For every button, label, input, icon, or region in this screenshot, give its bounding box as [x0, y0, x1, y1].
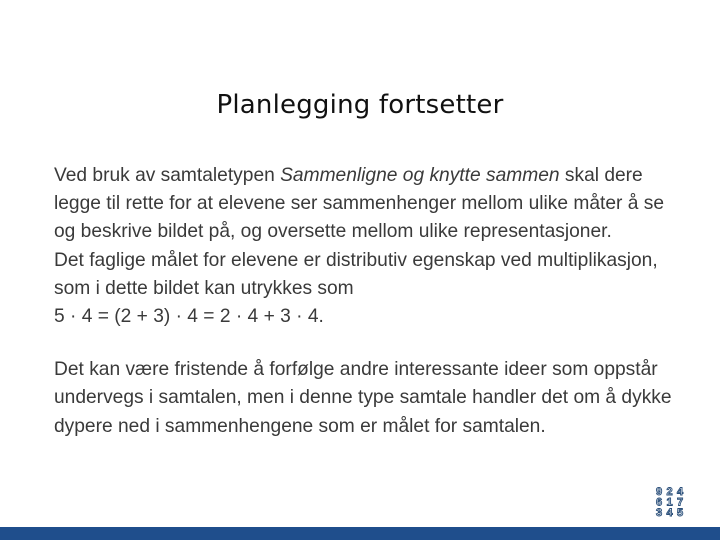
paragraph-2-text: Det faglige målet for elevene er distributiv egenskap ved multiplikasjon, som i dette bildet kan utrykkes som [54, 249, 658, 299]
logo-digit: 3 [656, 507, 663, 518]
conversation-type-name: Sammenligne og knytte sammen [280, 165, 560, 186]
paragraph-spacer [54, 331, 684, 356]
logo-digit: 6 [656, 496, 663, 509]
logo-digit: 5 [677, 507, 684, 518]
paragraph-2 [54, 247, 684, 303]
logo-digit: 9 [656, 486, 663, 498]
equation: 5 · 4 = (2 + 3) · 4 = 2 · 4 + 3 · 4. [54, 306, 324, 328]
logo-digit: 1 [666, 496, 673, 509]
logo-digit: 7 [677, 496, 684, 509]
paragraph-1-intro: Ved bruk av samtaletypen [54, 165, 281, 186]
paragraph-1-rest: skal dere legge til rette for at elevene ser sammenhenger mellom ulike måter å se og beskrive bildet på, og oversette mellom ulike representasjoner. [54, 165, 665, 243]
paragraph-3: Det kan være fristende å forfølge andre interessante ideer som oppstår undervegs i samtalen, men i denne type samtale handler det om å dykke dypere ned i sammenhengene som er målet for samtalen. [54, 359, 672, 437]
bottom-accent-bar [0, 527, 720, 540]
paragraph-1 [54, 162, 684, 247]
page-title: Planlegging fortsetter [216, 90, 504, 120]
logo-digit: 4 [677, 486, 684, 498]
slide-body [54, 162, 684, 441]
logo-digit: 2 [666, 486, 673, 498]
logo-digit: 4 [666, 507, 673, 518]
numbers-logo-icon [654, 484, 688, 518]
